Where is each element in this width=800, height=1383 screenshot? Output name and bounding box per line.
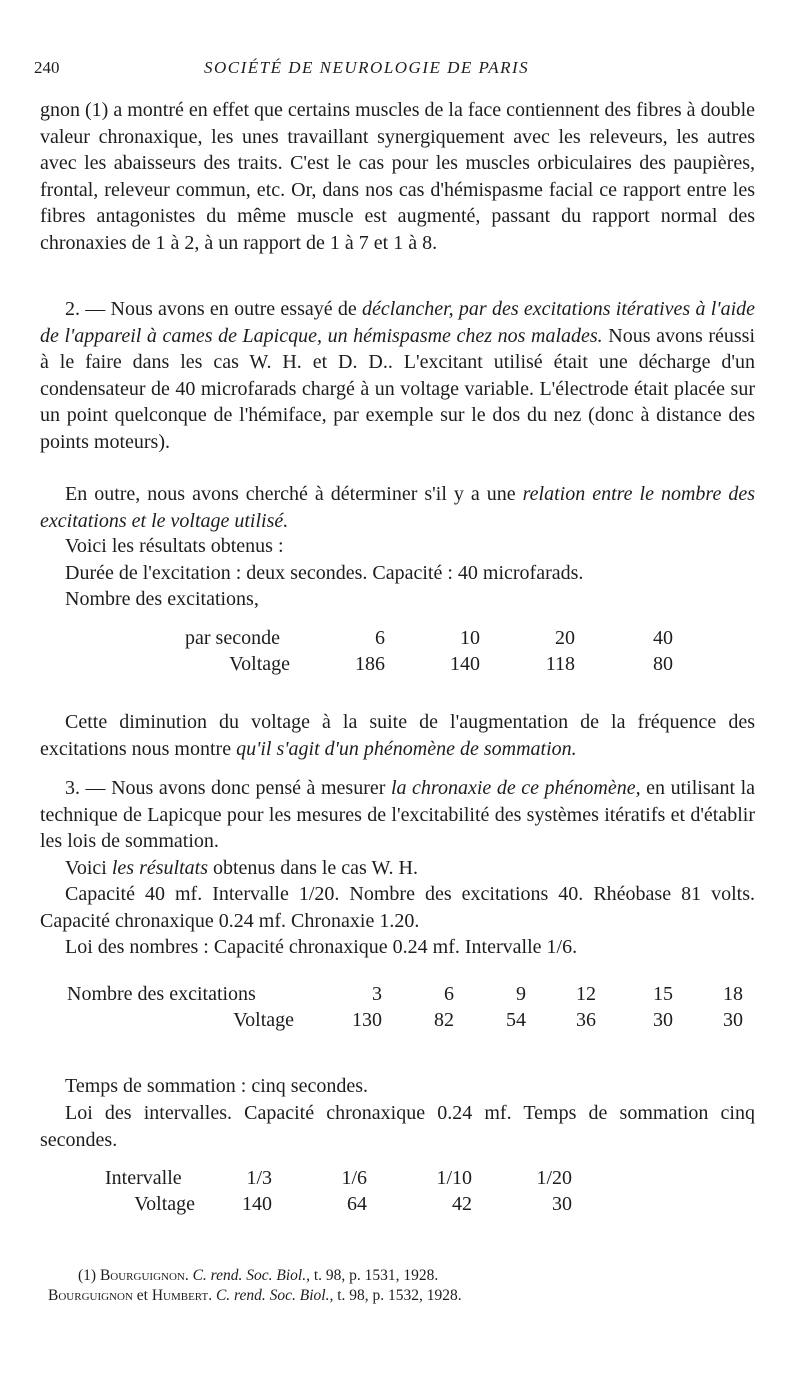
table-cell: 64 bbox=[347, 1192, 367, 1215]
paragraph-iterative-excitation bbox=[40, 296, 755, 455]
paragraph-loi-intervalles: Loi des intervalles. Capacité chronaxique 0.24 mf. Temps de sommation cinq secondes. bbox=[40, 1102, 755, 1151]
table-cell: 140 bbox=[242, 1192, 272, 1215]
table-cell: 54 bbox=[506, 1008, 526, 1031]
footnotes bbox=[48, 1266, 462, 1306]
table-cell: 36 bbox=[576, 1008, 596, 1031]
footnote-ref: t. 98, p. 1532, 1928. bbox=[337, 1287, 462, 1304]
table-cell: 1/3 bbox=[246, 1166, 272, 1189]
table-cell: 15 bbox=[653, 982, 673, 1005]
table-cell: 1/20 bbox=[536, 1166, 572, 1189]
footnote-2 bbox=[48, 1286, 462, 1306]
table-cell: 3 bbox=[372, 982, 382, 1005]
frequency-voltage-table bbox=[185, 625, 673, 677]
paragraph-summation-time: Temps de sommation : cinq secondes. bbox=[65, 1075, 368, 1097]
table-row bbox=[185, 625, 673, 651]
excitations-voltage-table bbox=[67, 981, 743, 1033]
paragraph-lead: Voici bbox=[65, 857, 107, 879]
table-cell: 140 bbox=[450, 652, 480, 675]
footnote-ref: t. 98, p. 1531, 1928. bbox=[313, 1267, 439, 1284]
paragraph-results-wh bbox=[40, 855, 755, 882]
table-cell: 18 bbox=[723, 982, 743, 1005]
paragraph-fiber-chronaxie bbox=[40, 97, 755, 256]
table-cell: 6 bbox=[444, 982, 454, 1005]
table-cell: 1/10 bbox=[436, 1166, 472, 1189]
table-cell: 40 bbox=[653, 626, 673, 649]
count-label: Nombre des excitations, bbox=[65, 588, 259, 610]
row-label: Voltage bbox=[229, 652, 290, 675]
footnote-conjunction: et bbox=[136, 1287, 148, 1304]
paragraph-italic: la chronaxie de ce phénomène, bbox=[390, 777, 641, 799]
table-cell: 186 bbox=[355, 652, 385, 675]
interval-voltage-table bbox=[105, 1165, 572, 1217]
paragraph-rest: Nous avons réussi à le faire dans les cas W. H. et D. D.. L'excitant utilisé était une décharge d'un condensateur de 40 microfarads chargé à un voltage variable. L'électrode était placée sur un point quelconque de l'hémiface, par exemple sur le dos du nez (donc à distance des points moteurs). bbox=[40, 324, 756, 453]
results-intro: Voici les résultats obtenus : bbox=[65, 535, 284, 557]
journal-title: SOCIÉTÉ DE NEUROLOGIE DE PARIS bbox=[204, 58, 530, 77]
paragraph-loi-nombres: Loi des nombres : Capacité chronaxique 0.24 mf. Intervalle 1/6. bbox=[65, 936, 578, 958]
row-label: Voltage bbox=[233, 1008, 294, 1031]
table-cell: 9 bbox=[516, 982, 526, 1005]
table-cell: 42 bbox=[452, 1192, 472, 1215]
table-cell: 30 bbox=[653, 1008, 673, 1031]
table-cell: 1/6 bbox=[341, 1166, 367, 1189]
table-cell: 30 bbox=[552, 1192, 572, 1215]
paragraph-italic: qu'il s'agit d'un phénomène de sommation. bbox=[236, 737, 577, 760]
footnote-journal: C. rend. Soc. Biol., bbox=[192, 1267, 310, 1284]
paragraph-chronaxie-method bbox=[40, 775, 755, 855]
paragraph-italic: relation entre le nombre des excitations et le voltage utilisé. bbox=[40, 483, 755, 532]
footnote-marker: (1) bbox=[78, 1267, 97, 1284]
footnote-1 bbox=[78, 1266, 462, 1286]
table-row bbox=[105, 1165, 572, 1191]
table-row bbox=[105, 1191, 572, 1217]
paragraph-lead: 2. — Nous avons en outre essayé de bbox=[65, 298, 357, 320]
paragraph-text: gnon (1) a montré en effet que certains muscles de la face contiennent des fibres à double valeur chronaxique, les unes travaillant synergiquement avec les releveurs, les autres avec les abaisseurs des traits. C'est le cas pour les muscles orbiculaires des paupières, frontal, releveur commun, etc. Or, dans nos cas d'hémispasme facial ce rapport entre les fibres antagonistes du même muscle est augmenté, passant du rapport normal des chronaxies de 1 à 2, à un rapport de 1 à 7 et 1 à 8. bbox=[40, 99, 755, 254]
footnote-author: Bourguignon. bbox=[99, 1267, 189, 1284]
paragraph-lead: Cette diminution du voltage à la suite de l'augmentation de la fréquence des excitations nous montre bbox=[40, 711, 755, 760]
paragraph-rest: en utilisant la technique de Lapicque pour les mesures de l'excitabilité des systèmes itératifs et d'établir les lois de sommation. bbox=[40, 777, 756, 852]
running-head bbox=[34, 58, 760, 84]
table-cell: 20 bbox=[555, 626, 575, 649]
excitation-conditions: Durée de l'excitation : deux secondes. Capacité : 40 microfarads. bbox=[65, 562, 584, 584]
table-cell: 6 bbox=[375, 626, 385, 649]
row-label: Nombre des excitations bbox=[67, 982, 256, 1005]
table-row bbox=[67, 981, 743, 1007]
paragraph-capacity: Capacité 40 mf. Intervalle 1/20. Nombre des excitations 40. Rhéobase 81 volts. Capacité chronaxique 0.24 mf. Chronaxie 1.20. bbox=[40, 883, 755, 932]
row-label: Voltage bbox=[134, 1192, 195, 1215]
paragraph-lead: En outre, nous avons cherché à déterminer s'il y a une bbox=[65, 483, 516, 505]
page-number: 240 bbox=[34, 58, 60, 77]
row-label: par seconde bbox=[185, 626, 280, 649]
footnote-author: Bourguignon bbox=[48, 1287, 133, 1304]
paragraph-lead: 3. — Nous avons donc pensé à mesurer bbox=[65, 777, 386, 799]
paragraph-italic: les résultats bbox=[111, 857, 208, 879]
footnote-journal: C. rend. Soc. Biol., bbox=[215, 1287, 334, 1304]
footnote-author: Humbert. bbox=[151, 1287, 213, 1304]
table-cell: 118 bbox=[545, 652, 575, 675]
paragraph-rest: obtenus dans le cas W. H. bbox=[212, 857, 418, 879]
table-row bbox=[67, 1007, 743, 1033]
table-cell: 80 bbox=[653, 652, 673, 675]
paragraph-relation bbox=[40, 481, 755, 534]
table-row bbox=[185, 651, 673, 677]
table-cell: 10 bbox=[460, 626, 480, 649]
table-cell: 130 bbox=[352, 1008, 382, 1031]
table-cell: 12 bbox=[576, 982, 596, 1005]
table-cell: 30 bbox=[723, 1008, 743, 1031]
row-label: Intervalle bbox=[105, 1166, 182, 1189]
paragraph-italic: déclancher, par des excitations itératives à l'aide de l'appareil à cames de Lapicque, un hémispasme chez nos malades. bbox=[40, 298, 756, 347]
table-cell: 82 bbox=[434, 1008, 454, 1031]
paragraph-summation bbox=[40, 709, 755, 762]
